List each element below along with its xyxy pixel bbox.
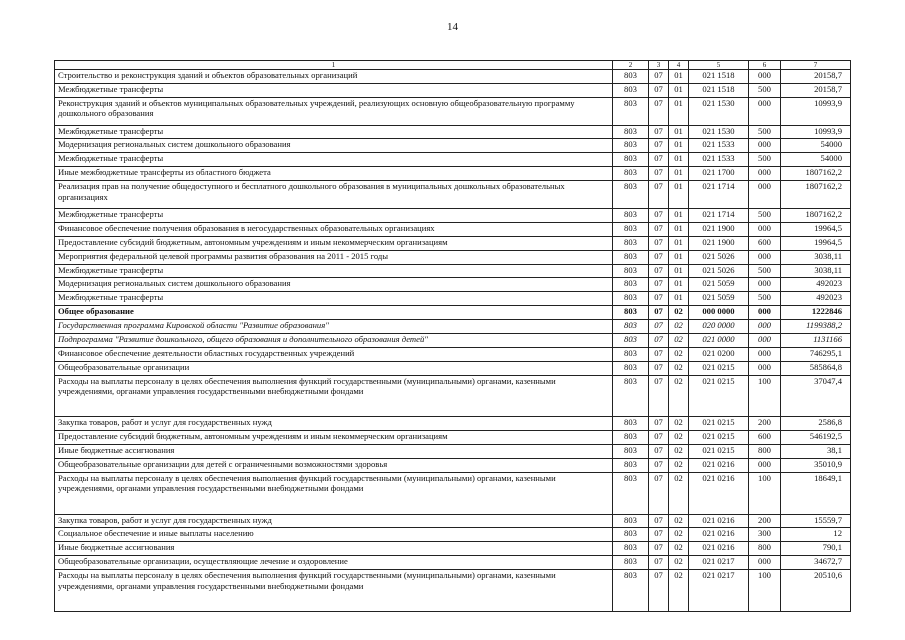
section-cell: 07 [649,472,669,514]
table-row [55,528,851,542]
section-cell: 07 [649,320,669,334]
row-name-cell: Межбюджетные трансферты [55,208,613,222]
row-name-cell: Мероприятия федеральной целевой программы развития образования на 2011 - 2015 годы [55,250,613,264]
subsection-cell: 02 [669,556,689,570]
amount-cell: 3038,11 [781,264,851,278]
subsection-cell: 01 [669,264,689,278]
admin-code-cell: 803 [613,320,649,334]
expense-type-cell: 000 [749,458,781,472]
subsection-cell: 01 [669,222,689,236]
row-name-cell: Межбюджетные трансферты [55,125,613,139]
expense-type-cell: 100 [749,375,781,417]
section-cell: 07 [649,208,669,222]
expense-type-cell: 600 [749,431,781,445]
target-article-cell: 021 1714 [689,181,749,209]
expense-type-cell: 500 [749,208,781,222]
amount-cell: 54000 [781,139,851,153]
admin-code-cell: 803 [613,264,649,278]
subsection-cell: 02 [669,320,689,334]
row-name-cell: Общеобразовательные организации [55,361,613,375]
admin-code-cell: 803 [613,417,649,431]
header-cell: 5 [689,61,749,70]
table-row [55,97,851,125]
row-name-cell: Иные межбюджетные трансферты из областного бюджета [55,167,613,181]
admin-code-cell: 803 [613,250,649,264]
subsection-cell: 02 [669,347,689,361]
expense-type-cell: 500 [749,83,781,97]
table-row [55,153,851,167]
row-name-cell: Межбюджетные трансферты [55,83,613,97]
section-cell: 07 [649,236,669,250]
target-article-cell: 021 0216 [689,528,749,542]
table-row [55,306,851,320]
admin-code-cell: 803 [613,542,649,556]
admin-code-cell: 803 [613,139,649,153]
expense-type-cell: 000 [749,556,781,570]
amount-cell: 1807162,2 [781,167,851,181]
expense-type-cell: 000 [749,97,781,125]
amount-cell: 38,1 [781,445,851,459]
subsection-cell: 02 [669,417,689,431]
expense-type-cell: 000 [749,306,781,320]
expense-type-cell: 500 [749,292,781,306]
amount-cell: 790,1 [781,542,851,556]
section-cell: 07 [649,139,669,153]
subsection-cell: 02 [669,333,689,347]
admin-code-cell: 803 [613,347,649,361]
expense-type-cell: 000 [749,70,781,84]
admin-code-cell: 803 [613,556,649,570]
amount-cell: 37047,4 [781,375,851,417]
subsection-cell: 01 [669,70,689,84]
expense-type-cell: 000 [749,222,781,236]
target-article-cell: 021 0200 [689,347,749,361]
table-row [55,320,851,334]
admin-code-cell: 803 [613,306,649,320]
amount-cell: 492023 [781,292,851,306]
subsection-cell: 01 [669,250,689,264]
section-cell: 07 [649,542,669,556]
amount-cell: 54000 [781,153,851,167]
table-row [55,472,851,514]
amount-cell: 10993,9 [781,125,851,139]
admin-code-cell: 803 [613,528,649,542]
row-name-cell: Закупка товаров, работ и услуг для государственных нужд [55,514,613,528]
admin-code-cell: 803 [613,97,649,125]
expense-type-cell: 800 [749,542,781,556]
amount-cell: 34672,7 [781,556,851,570]
subsection-cell: 01 [669,167,689,181]
expense-type-cell: 500 [749,125,781,139]
subsection-cell: 02 [669,306,689,320]
section-cell: 07 [649,250,669,264]
table-row [55,431,851,445]
row-name-cell: Социальное обеспечение и иные выплаты населению [55,528,613,542]
row-name-cell: Модернизация региональных систем дошкольного образования [55,278,613,292]
expense-type-cell: 300 [749,528,781,542]
amount-cell: 746295,1 [781,347,851,361]
table-row [55,139,851,153]
section-cell: 07 [649,333,669,347]
section-cell: 07 [649,97,669,125]
row-name-cell: Межбюджетные трансферты [55,264,613,278]
section-cell: 07 [649,556,669,570]
expense-type-cell: 000 [749,278,781,292]
target-article-cell: 021 0217 [689,556,749,570]
admin-code-cell: 803 [613,181,649,209]
section-cell: 07 [649,153,669,167]
section-cell: 07 [649,278,669,292]
amount-cell: 20158,7 [781,83,851,97]
admin-code-cell: 803 [613,333,649,347]
expense-type-cell: 200 [749,514,781,528]
amount-cell: 18649,1 [781,472,851,514]
section-cell: 07 [649,528,669,542]
table-row [55,514,851,528]
target-article-cell: 021 1700 [689,167,749,181]
target-article-cell: 021 1518 [689,70,749,84]
row-name-cell: Предоставление субсидий бюджетным, автономным учреждениям и иным некоммерческим организациям [55,431,613,445]
expense-type-cell: 100 [749,570,781,612]
admin-code-cell: 803 [613,570,649,612]
amount-cell: 19964,5 [781,222,851,236]
row-name-cell: Расходы на выплаты персоналу в целях обеспечения выполнения функций государственными (муниципальными) органами, казенными учреждениями, органами управления государственными внебюджетными фондами [55,375,613,417]
subsection-cell: 01 [669,208,689,222]
target-article-cell: 021 0215 [689,375,749,417]
header-cell: 4 [669,61,689,70]
amount-cell: 19964,5 [781,236,851,250]
section-cell: 07 [649,306,669,320]
subsection-cell: 02 [669,361,689,375]
expense-type-cell: 000 [749,320,781,334]
admin-code-cell: 803 [613,70,649,84]
admin-code-cell: 803 [613,222,649,236]
target-article-cell: 021 0215 [689,417,749,431]
header-cell: 1 [55,61,613,70]
target-article-cell: 021 0215 [689,361,749,375]
row-name-cell: Иные бюджетные ассигнования [55,445,613,459]
subsection-cell: 02 [669,528,689,542]
target-article-cell: 021 0216 [689,514,749,528]
admin-code-cell: 803 [613,472,649,514]
row-name-cell: Государственная программа Кировской области "Развитие образования" [55,320,613,334]
amount-cell: 492023 [781,278,851,292]
row-name-cell: Реконструкция зданий и объектов муниципальных образовательных учреждений, реализующих основную общеобразовательную программу дошкольного образования [55,97,613,125]
row-name-cell: Расходы на выплаты персоналу в целях обеспечения выполнения функций государственными (муниципальными) органами, казенными учреждениями, органами управления государственными внебюджетными фондами [55,472,613,514]
admin-code-cell: 803 [613,361,649,375]
amount-cell: 585864,8 [781,361,851,375]
admin-code-cell: 803 [613,208,649,222]
section-cell: 07 [649,570,669,612]
expense-type-cell: 500 [749,153,781,167]
admin-code-cell: 803 [613,125,649,139]
table-row [55,361,851,375]
subsection-cell: 02 [669,570,689,612]
section-cell: 07 [649,347,669,361]
amount-cell: 1222846 [781,306,851,320]
admin-code-cell: 803 [613,445,649,459]
target-article-cell: 021 0000 [689,333,749,347]
target-article-cell: 021 0216 [689,542,749,556]
expense-type-cell: 800 [749,445,781,459]
table-row [55,458,851,472]
amount-cell: 15559,7 [781,514,851,528]
row-name-cell: Общеобразовательные организации, осуществляющие лечение и оздоровление [55,556,613,570]
target-article-cell: 021 0216 [689,472,749,514]
row-name-cell: Расходы на выплаты персоналу в целях обеспечения выполнения функций государственными (муниципальными) органами, казенными учреждениями, органами управления государственными внебюджетными фондами [55,570,613,612]
table-row [55,222,851,236]
target-article-cell: 020 0000 [689,320,749,334]
admin-code-cell: 803 [613,292,649,306]
amount-cell: 3038,11 [781,250,851,264]
table-row [55,236,851,250]
row-name-cell: Финансовое обеспечение получения образования в негосударственных образовательных организациях [55,222,613,236]
amount-cell: 12 [781,528,851,542]
amount-cell: 1807162,2 [781,208,851,222]
row-name-cell: Реализация прав на получение общедоступного и бесплатного дошкольного образования в муниципальных дошкольных образовательных организациях [55,181,613,209]
section-cell: 07 [649,125,669,139]
target-article-cell: 021 5026 [689,250,749,264]
amount-cell: 546192,5 [781,431,851,445]
admin-code-cell: 803 [613,514,649,528]
target-article-cell: 021 1533 [689,153,749,167]
row-name-cell: Иные бюджетные ассигнования [55,542,613,556]
table-row [55,417,851,431]
expense-type-cell: 000 [749,181,781,209]
subsection-cell: 01 [669,97,689,125]
row-name-cell: Предоставление субсидий бюджетным, автономным учреждениям и иным некоммерческим организациям [55,236,613,250]
table-row [55,83,851,97]
target-article-cell: 021 1518 [689,83,749,97]
subsection-cell: 01 [669,181,689,209]
target-article-cell: 021 1530 [689,97,749,125]
table-row [55,347,851,361]
section-cell: 07 [649,167,669,181]
subsection-cell: 02 [669,458,689,472]
amount-cell: 20158,7 [781,70,851,84]
amount-cell: 35010,9 [781,458,851,472]
section-cell: 07 [649,431,669,445]
table-row [55,181,851,209]
page-number: 14 [447,21,458,33]
column-number-header [55,61,851,70]
amount-cell: 1199388,2 [781,320,851,334]
target-article-cell: 021 0216 [689,458,749,472]
target-article-cell: 021 1530 [689,125,749,139]
row-name-cell: Строительство и реконструкция зданий и объектов образовательных организаций [55,70,613,84]
row-name-cell: Подпрограмма "Развитие дошкольного, общего образования и дополнительного образования детей" [55,333,613,347]
target-article-cell: 021 0217 [689,570,749,612]
section-cell: 07 [649,70,669,84]
budget-table [54,60,851,612]
subsection-cell: 02 [669,431,689,445]
table-row [55,542,851,556]
table-row [55,292,851,306]
row-name-cell: Межбюджетные трансферты [55,292,613,306]
subsection-cell: 02 [669,514,689,528]
expense-type-cell: 000 [749,333,781,347]
table-row [55,556,851,570]
table-row [55,167,851,181]
target-article-cell: 000 0000 [689,306,749,320]
expense-type-cell: 600 [749,236,781,250]
section-cell: 07 [649,361,669,375]
admin-code-cell: 803 [613,431,649,445]
table-body [55,61,851,612]
expense-type-cell: 100 [749,472,781,514]
header-cell: 3 [649,61,669,70]
target-article-cell: 021 1714 [689,208,749,222]
admin-code-cell: 803 [613,375,649,417]
table-row [55,208,851,222]
admin-code-cell: 803 [613,153,649,167]
subsection-cell: 01 [669,139,689,153]
expense-type-cell: 000 [749,250,781,264]
section-cell: 07 [649,222,669,236]
expense-type-cell: 000 [749,347,781,361]
section-cell: 07 [649,264,669,278]
section-cell: 07 [649,417,669,431]
table-row [55,70,851,84]
subsection-cell: 01 [669,125,689,139]
admin-code-cell: 803 [613,278,649,292]
admin-code-cell: 803 [613,236,649,250]
header-cell: 7 [781,61,851,70]
row-name-cell: Финансовое обеспечение деятельности областных государственных учреждений [55,347,613,361]
subsection-cell: 01 [669,83,689,97]
subsection-cell: 02 [669,445,689,459]
amount-cell: 1807162,2 [781,181,851,209]
section-cell: 07 [649,458,669,472]
section-cell: 07 [649,292,669,306]
amount-cell: 10993,9 [781,97,851,125]
target-article-cell: 021 0215 [689,431,749,445]
table-row [55,375,851,417]
row-name-cell: Межбюджетные трансферты [55,153,613,167]
amount-cell: 20510,6 [781,570,851,612]
table-row [55,278,851,292]
section-cell: 07 [649,83,669,97]
expense-type-cell: 000 [749,167,781,181]
target-article-cell: 021 1900 [689,236,749,250]
subsection-cell: 02 [669,542,689,556]
section-cell: 07 [649,181,669,209]
admin-code-cell: 803 [613,167,649,181]
expense-type-cell: 000 [749,139,781,153]
row-name-cell: Модернизация региональных систем дошкольного образования [55,139,613,153]
admin-code-cell: 803 [613,83,649,97]
expense-type-cell: 200 [749,417,781,431]
row-name-cell: Закупка товаров, работ и услуг для государственных нужд [55,417,613,431]
subsection-cell: 01 [669,292,689,306]
table-row [55,333,851,347]
subsection-cell: 02 [669,375,689,417]
target-article-cell: 021 1533 [689,139,749,153]
section-cell: 07 [649,375,669,417]
target-article-cell: 021 1900 [689,222,749,236]
target-article-cell: 021 5026 [689,264,749,278]
table-row [55,125,851,139]
target-article-cell: 021 0215 [689,445,749,459]
target-article-cell: 021 5059 [689,278,749,292]
target-article-cell: 021 5059 [689,292,749,306]
section-cell: 07 [649,445,669,459]
amount-cell: 2586,8 [781,417,851,431]
table-row [55,250,851,264]
subsection-cell: 01 [669,153,689,167]
amount-cell: 1131166 [781,333,851,347]
expense-type-cell: 500 [749,264,781,278]
expense-type-cell: 000 [749,361,781,375]
row-name-cell: Общеобразовательные организации для детей с ограниченными возможностями здоровья [55,458,613,472]
subsection-cell: 01 [669,236,689,250]
table-row [55,264,851,278]
header-cell: 2 [613,61,649,70]
subsection-cell: 02 [669,472,689,514]
admin-code-cell: 803 [613,458,649,472]
table-row [55,570,851,612]
table-row [55,445,851,459]
section-cell: 07 [649,514,669,528]
row-name-cell: Общее образование [55,306,613,320]
header-cell: 6 [749,61,781,70]
subsection-cell: 01 [669,278,689,292]
